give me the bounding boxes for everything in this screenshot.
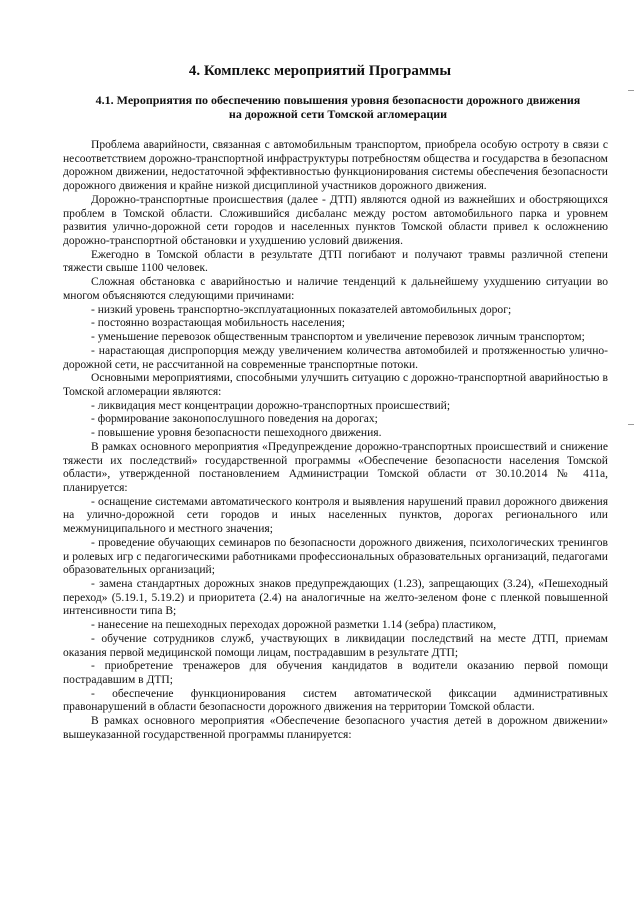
list-item: - нанесение на пешеходных переходах дорожной разметки 1.14 (зебра) пластиком, [91,619,497,632]
scan-mark [628,424,634,425]
list-item: - низкий уровень транспортно-эксплуатационных показателей автомобильных дорог; [91,303,512,316]
paragraph: Проблема аварийности, связанная с автомобильным транспортом, приобрела особую остроту в связи с несоответствием дорожно-транспортной инфраструктуры потребностям общества и государства в безопасном дорожном движении, недостаточной эффективностью функционирования системы обеспечения безопасности дорожного движения и крайне низкой дисциплиной участников дорожного движения. [63,139,608,193]
list-item: - повышение уровня безопасности пешеходного движения. [91,427,382,440]
list-item: - обеспечение функционирования систем автоматической фиксации административных правонарушений в области безопасности дорожного движения на территории Томской области. [63,687,608,714]
scan-mark [628,90,634,91]
list-item: - нарастающая диспропорция между увеличением количества автомобилей и протяженностью улично-дорожной сети, не рассчитанной на современные транспортные потоки. [63,344,608,371]
list-item: - приобретение тренажеров для обучения кандидатов в водители оказанию первой помощи пострадавшим в ДТП; [63,660,608,687]
list-item: - формирование законопослушного поведения на дорогах; [91,413,378,426]
subsection-title: 4.1. Мероприятия по обеспечению повышения уровня безопасности дорожного движения на дорожной сети Томской агломерации [95,93,581,121]
list-item: - уменьшение перевозок общественным транспортом и увеличение перевозок личным транспортом; [91,331,585,344]
paragraph: В рамках основного мероприятия «Обеспечение безопасного участия детей в дорожном движении» вышеуказанной государственной программы планируется: [63,715,608,741]
paragraph: Основными мероприятиями, способными улучшить ситуацию с дорожно-транспортной аварийностью в Томской агломерации являются: [63,372,608,398]
list-item: - ликвидация мест концентрации дорожно-транспортных происшествий; [91,399,451,412]
paragraph: Сложная обстановка с аварийностью и наличие тенденций к дальнейшему ухудшению ситуации во многом объясняются следующими причинами: [63,276,608,302]
list-item: - постоянно возрастающая мобильность населения; [91,317,345,330]
list-item: - замена стандартных дорожных знаков предупреждающих (1.23), запрещающих (3.24), «Пешеходный переход» (5.19.1, 5.19.2) и приоритета (2.4) на аналогичные на желто-зеленом фоне с пленкой повышенной интенсивности типа В; [63,578,608,618]
list-item: - оснащение системами автоматического контроля и выявления нарушений правил дорожного движения на улично-дорожной сети городов и иных населенных пунктов, дорогах регионального или межмуниципального и местного значения; [63,495,608,536]
list-item: - проведение обучающих семинаров по безопасности дорожного движения, психологических тренингов и ролевых игр с педагогическими работниками профессиональных образовательных организаций, педагогами образовательных организаций; [63,536,608,577]
paragraph: Ежегодно в Томской области в результате ДТП погибают и получают травмы различной степени тяжести свыше 1100 человек. [63,248,608,275]
document-body [63,139,608,743]
paragraph: Дорожно-транспортные происшествия (далее - ДТП) являются одной из важнейших и обостряющихся проблем в Томской области. Сложившийся дисбаланс между ростом автомобильного парка и уровнем развития улично-дорожной сети городов и населенных пунктов Томской области привел к осложнению дорожно-транспортной обстановки и ухудшению условий движения. [63,193,608,248]
paragraph: В рамках основного мероприятия «Предупреждение дорожно-транспортных происшествий и снижение тяжести их последствий» государственной программы «Обеспечение безопасности населения Томской области», утвержденной постановлением Администрации Томской области от 30.10.2014 № 411а, планируется: [63,440,608,494]
list-item: - обучение сотрудников служб, участвующих в ликвидации последствий на месте ДТП, приемам оказания первой медицинской помощи лицам, пострадавшим в результате ДТП; [63,632,608,659]
section-title: 4. Комплекс мероприятий Программы [188,63,452,79]
